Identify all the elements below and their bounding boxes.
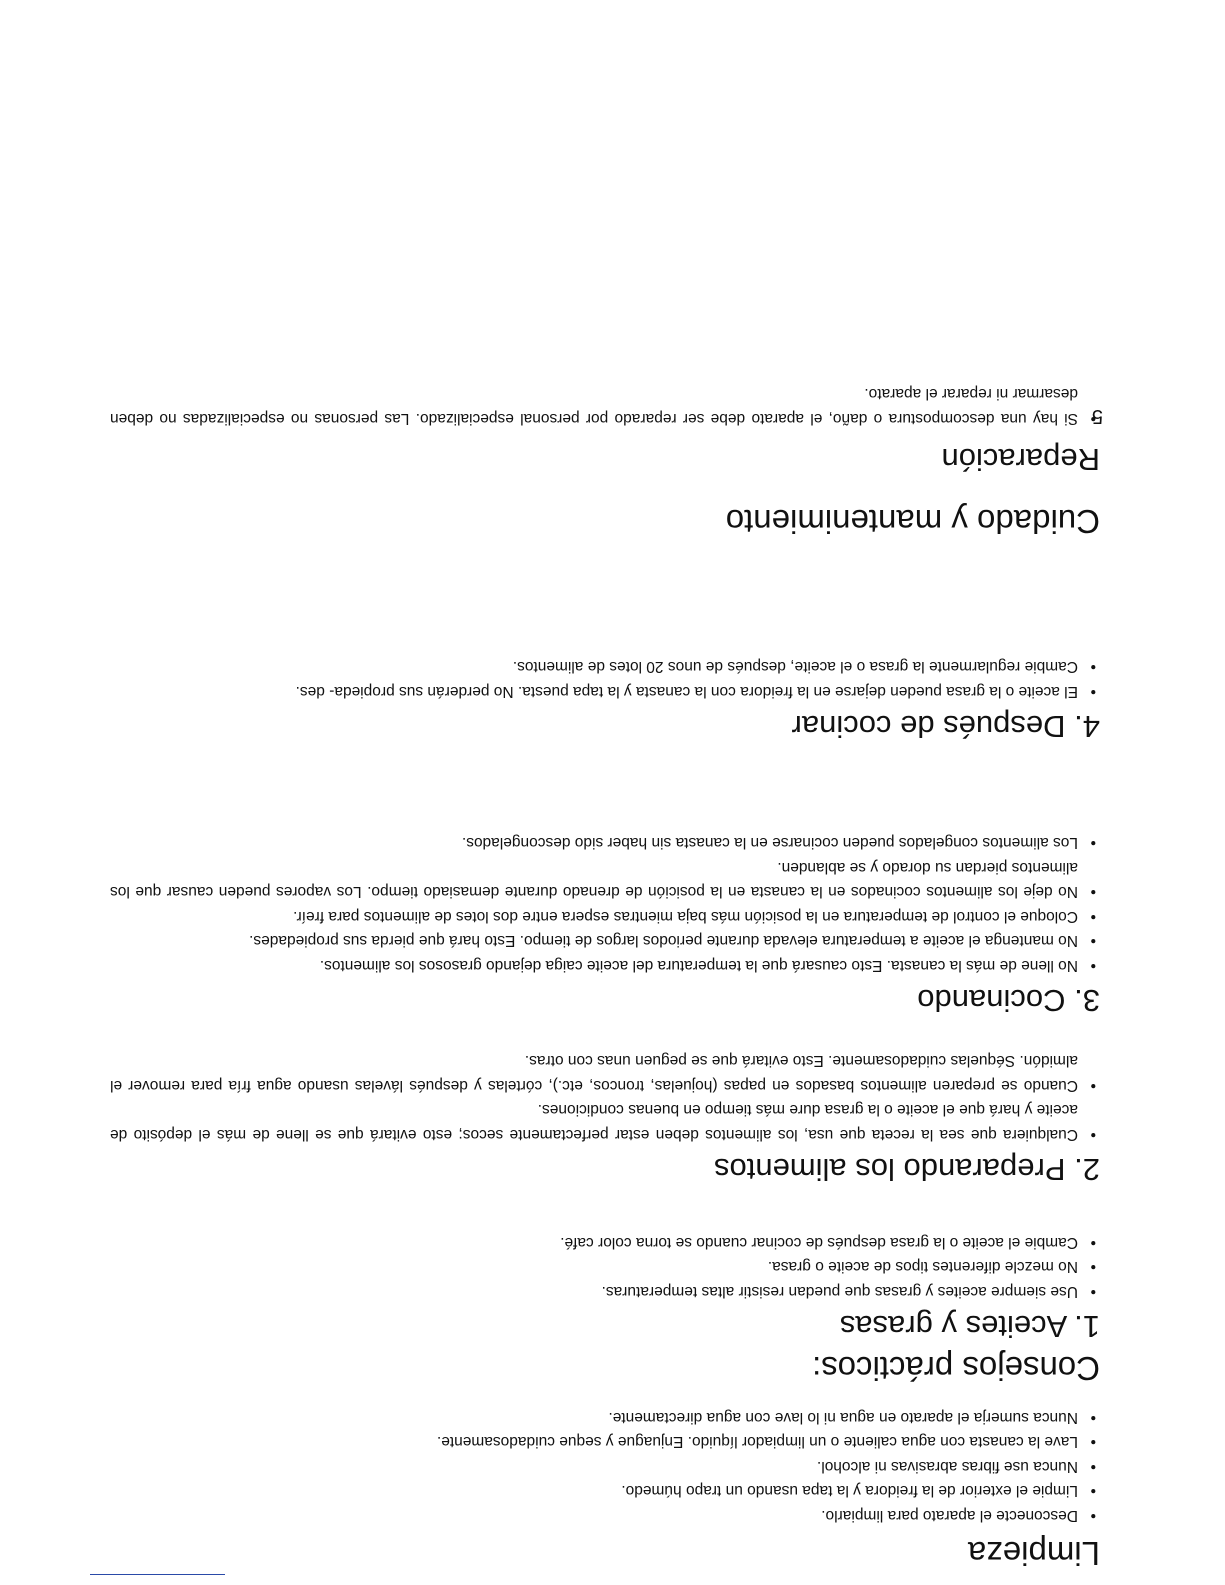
heading-limpieza: Limpieza (967, 1535, 1100, 1572)
list-item: • Cambie regularmente la grasa o el aceite, después de unos 20 lotes de alimentos. (110, 654, 1100, 679)
section-aceites (110, 1230, 1100, 1346)
section-despues (110, 654, 1100, 745)
heading-cocinando: 3. Cocinando (917, 983, 1100, 1018)
section-reparacion (110, 440, 1100, 478)
item-number: 5 (1091, 405, 1103, 427)
list-item: • Cambie el aceite o la grasa después de cocinar cuando se torna color café. (110, 1230, 1100, 1255)
list-item: • Los alimentos congelados pueden cocinarse en la canasta sin haber sido descongelados. (110, 830, 1100, 855)
list-item: • No mezcle diferentes tipos de aceite o grasa. (110, 1254, 1100, 1279)
section-cocinando (110, 830, 1100, 1019)
list-item: • Limpie el exterior de la freidora y la tapa usando un trapo húmedo. (110, 1478, 1100, 1503)
reparacion-list (110, 381, 1100, 430)
list-item: • No deje los alimentos cocinados en la canasta en la posición de drenado durante demasiado tiempo. Los vapores pueden causar que los alimentos pierdan su dorado y se ablanden. (110, 855, 1100, 904)
heading-preparando: 2. Preparando los alimentos (713, 1152, 1100, 1187)
section-limpieza (110, 1405, 1100, 1574)
preparando-list (110, 1048, 1100, 1146)
section-consejos (110, 1348, 1100, 1388)
heading-reparacion: Reparación (941, 442, 1100, 477)
list-item: • Si hay una descompostura o daño, el aparato debe ser reparado por personal especializado. Las personas no especializadas no deben desarmar ni reparar el aparato. (110, 381, 1100, 430)
list-item: • Nunca sumerja el aparato en agua ni lo lave con agua directamente. (110, 1405, 1100, 1430)
list-item: • Cualquiera que sea la receta que usa, los alimentos deben estar perfectamente secos; esto evitará que se llene de más el depósito de aceite y hará que el aceite o la grasa dure más tiempo en buenas condiciones. (110, 1097, 1100, 1146)
list-item: • Use siempre aceites y grasas que puedan resistir altas temperaturas. (110, 1279, 1100, 1304)
heading-aceites: 1. Aceites y grasas (839, 1309, 1100, 1344)
list-item: • No llene de más la canasta. Esto causará que la temperatura del aceite caiga dejando grasosos los alimentos. (110, 953, 1100, 978)
heading-cuidado: Cuidado y mantenimiento (725, 503, 1100, 540)
list-item: • Lave la canasta con agua caliente o un limpiador líquido. Enjuague y seque cuidadosamente. (110, 1429, 1100, 1454)
header-rule (90, 1574, 225, 1575)
list-item: • Cuando se preparen alimentos basados en papas (hojuelas, troncos, etc.), córtelas y después lávelas usando agua fría para remover el almidón. Séquelas cuidadosamente. Esto evitará que se peguen unas con otras. (110, 1048, 1100, 1097)
reparacion-note (110, 381, 1103, 430)
list-item: • No mantenga el aceite a temperatura elevada durante periodos largos de tiempo. Esto hará que pierda sus propiedades. (110, 928, 1100, 953)
cocinando-list (110, 830, 1100, 977)
section-preparando (110, 1048, 1100, 1188)
aceites-list (110, 1230, 1100, 1304)
section-cuidado (110, 501, 1100, 541)
list-item: • El aceite o la grasa pueden dejarse en la freidora con la canasta y la tapa puesta. No perderán sus propieda- des. (110, 679, 1100, 704)
list-item: • Desconecte el aparato para limpiarlo. (110, 1503, 1100, 1528)
heading-despues: 4. Después de cocinar (791, 709, 1100, 744)
despues-list (110, 654, 1100, 703)
list-item: • Nunca use fibras abrasivas ni alcohol. (110, 1454, 1100, 1479)
limpieza-list (110, 1405, 1100, 1528)
heading-consejos: Consejos prácticos: (812, 1350, 1100, 1387)
list-item: • Coloque el control de temperatura en la posición más baja mientras espera entre dos lotes de alimentos para freír. (110, 904, 1100, 929)
